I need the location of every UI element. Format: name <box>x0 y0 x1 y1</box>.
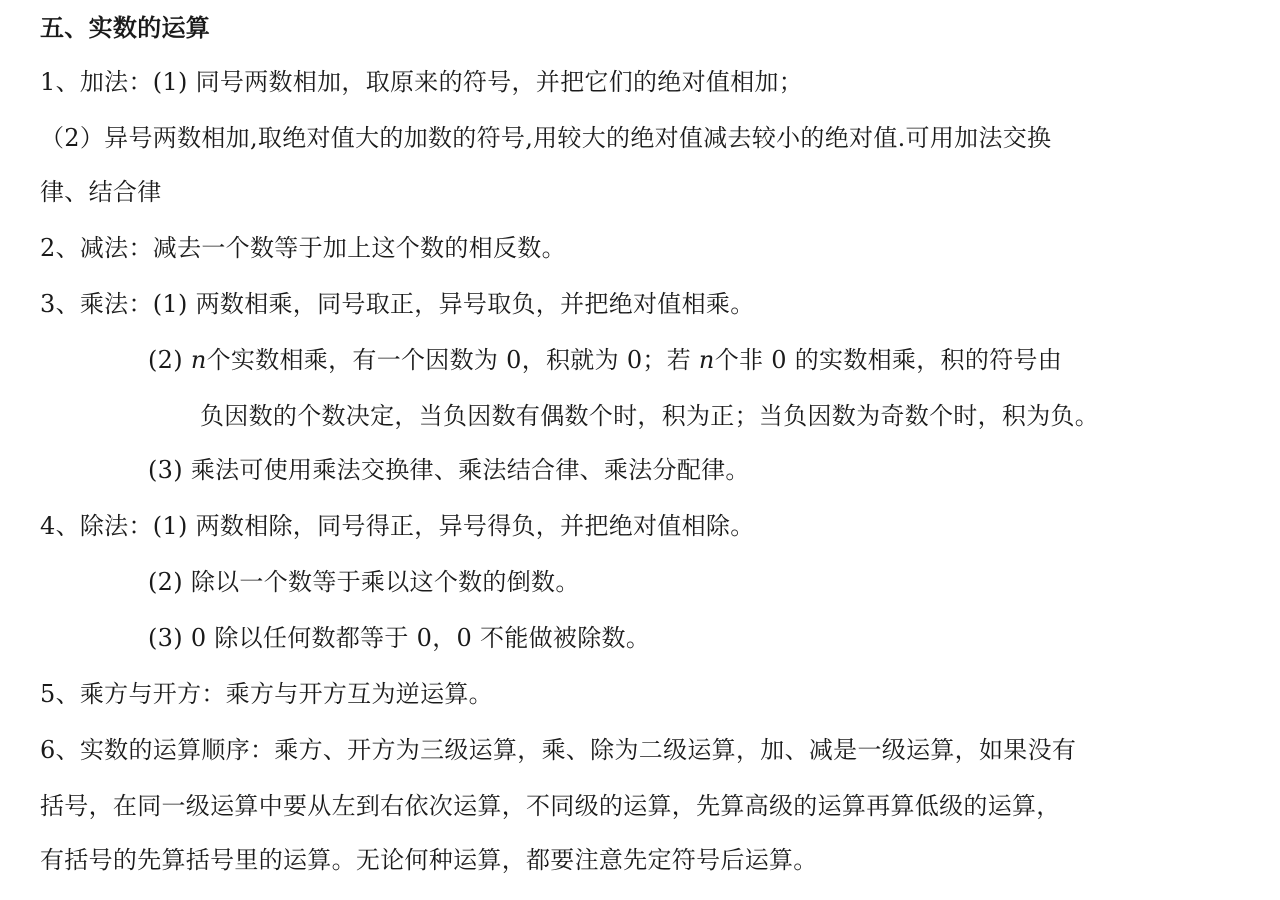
multiplication-rule-2-prefix: (2) <box>148 346 191 374</box>
multiplication-rule-1: 3、乘法：(1) 两数相乘，同号取正，异号取负，并把绝对值相乘。 <box>40 290 755 318</box>
multiplication-rule-2-mid: 个实数相乘，有一个因数为 0，积就为 0；若 <box>206 346 699 374</box>
multiplication-rule-3: (3) 乘法可使用乘法交换律、乘法结合律、乘法分配律。 <box>148 456 750 484</box>
power-root-rule: 5、乘方与开方：乘方与开方互为逆运算。 <box>40 680 493 708</box>
addition-rule-2-cont: 律、结合律 <box>40 178 162 206</box>
subtraction-rule: 2、减法：减去一个数等于加上这个数的相反数。 <box>40 234 566 262</box>
multiplication-rule-2 <box>148 344 1062 376</box>
multiplication-rule-2-cont: 负因数的个数决定，当负因数有偶数个时，积为正；当负因数为奇数个时，积为负。 <box>200 402 1100 430</box>
addition-rule-1: 1、加法：(1) 同号两数相加，取原来的符号，并把它们的绝对值相加； <box>40 68 804 96</box>
variable-n-1: n <box>190 346 207 374</box>
operation-order-line-1: 6、实数的运算顺序：乘方、开方为三级运算，乘、除为二级运算，加、减是一级运算，如果没有 <box>40 736 1077 764</box>
operation-order-line-2: 括号，在同一级运算中要从左到右依次运算，不同级的运算，先算高级的运算再算低级的运算， <box>40 792 1061 820</box>
division-rule-2: (2) 除以一个数等于乘以这个数的倒数。 <box>148 568 580 596</box>
section-title: 五、实数的运算 <box>40 14 211 42</box>
addition-rule-2: （2）异号两数相加,取绝对值大的加数的符号,用较大的绝对值减去较小的绝对值.可用加法交换 <box>40 124 1052 152</box>
multiplication-rule-2-post: 个非 0 的实数相乘，积的符号由 <box>714 346 1063 374</box>
division-rule-1: 4、除法：(1) 两数相除，同号得正，异号得负，并把绝对值相除。 <box>40 512 755 540</box>
operation-order-line-3: 有括号的先算括号里的运算。无论何种运算，都要注意先定符号后运算。 <box>40 846 818 874</box>
variable-n-2: n <box>698 346 715 374</box>
division-rule-3: (3) 0 除以任何数都等于 0，0 不能做被除数。 <box>148 624 651 652</box>
